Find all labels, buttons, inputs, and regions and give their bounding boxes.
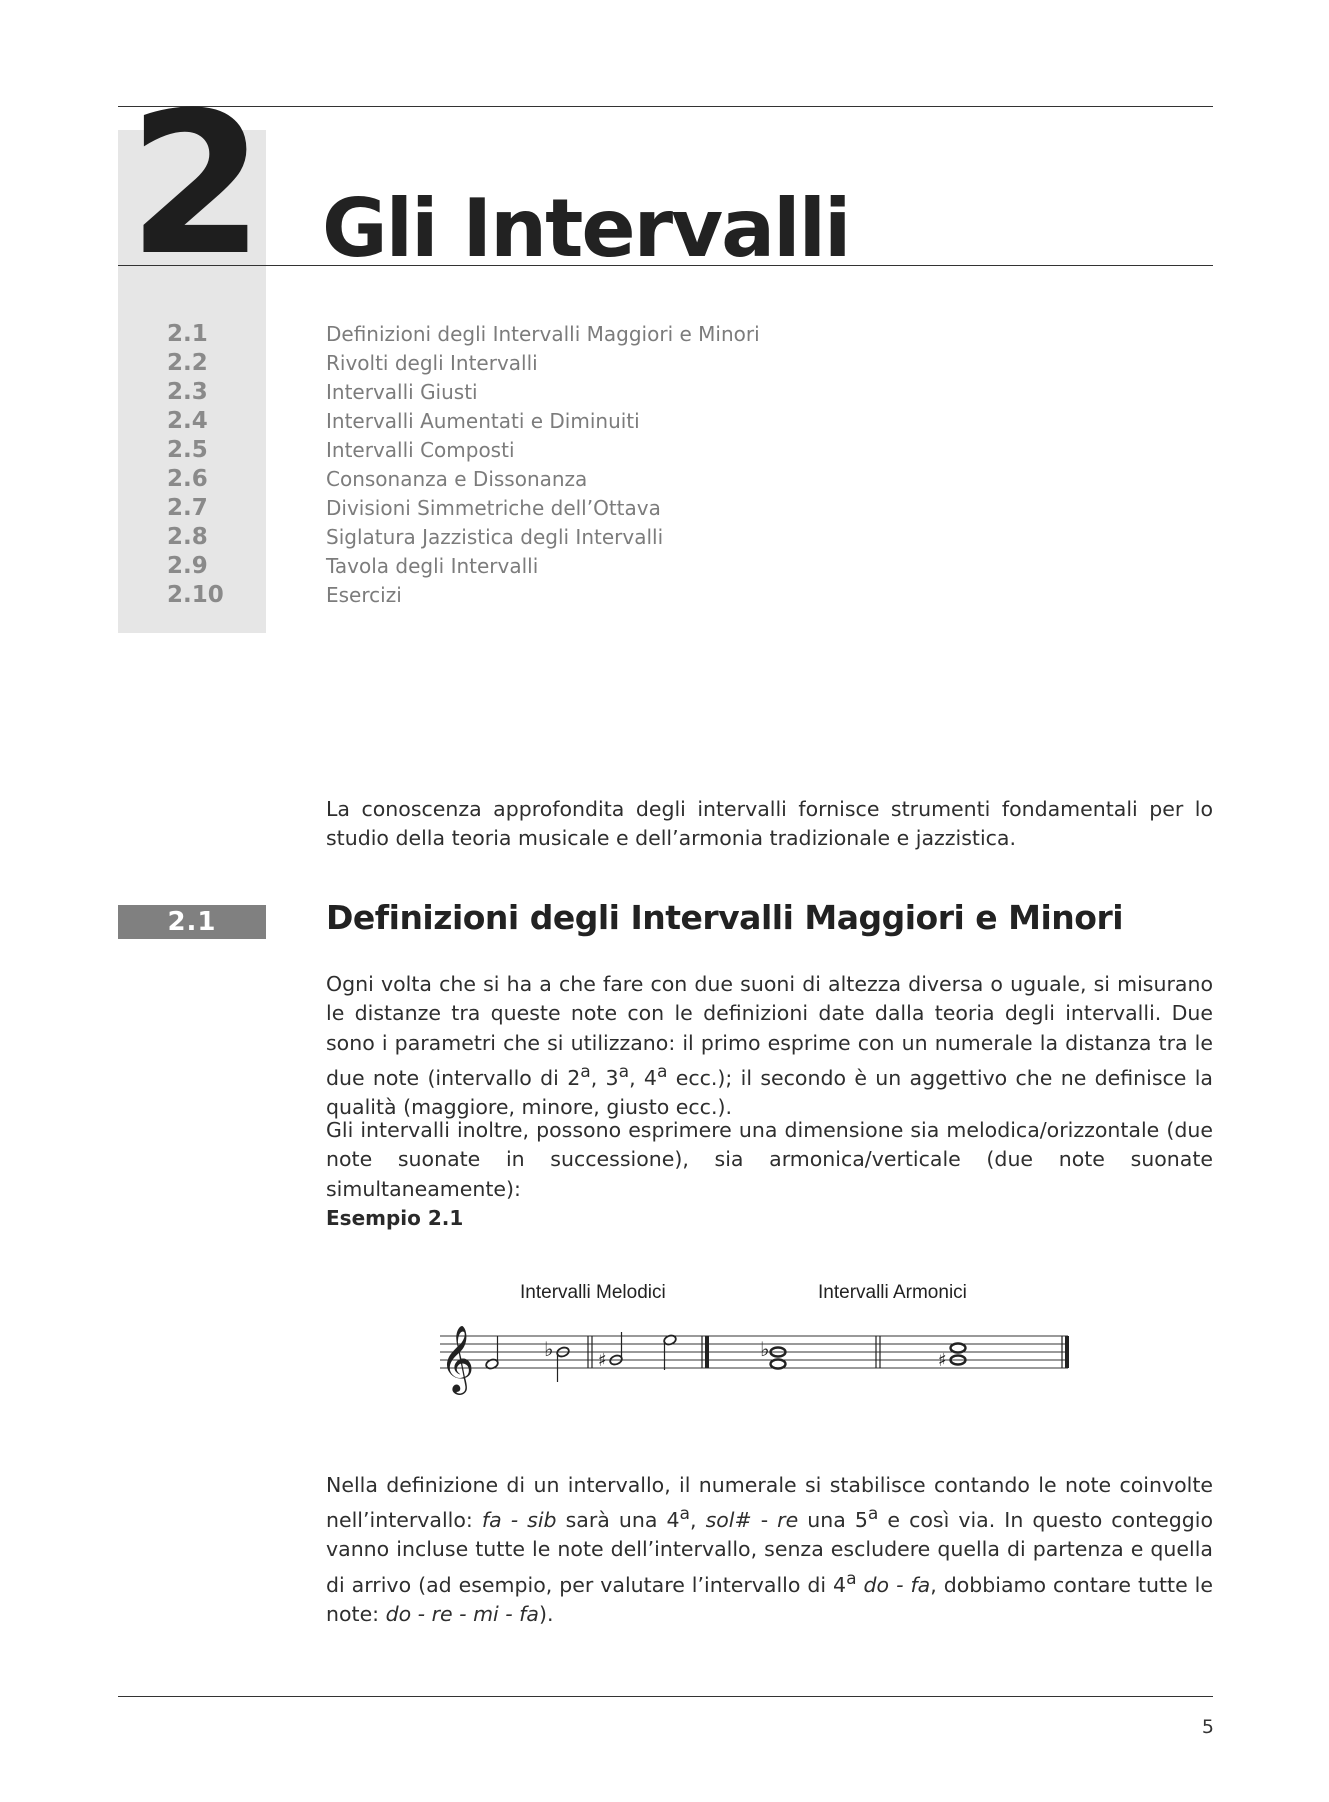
para-text: e così via. In questo conteggio vanno incluse tutte le note dell’intervallo, senza escludere quella di partenza e quella di arrivo (ad esempio, per valutare l’intervallo di 4 — [326, 1508, 1213, 1597]
chapter-number: 2 — [128, 100, 259, 270]
note-names: fa - sib — [481, 1508, 557, 1533]
numeral-paragraph — [326, 1471, 1213, 1629]
toc-number: 2.3 — [167, 379, 208, 405]
toc-link[interactable]: Rivolti degli Intervalli — [326, 351, 538, 375]
note-names: do - fa — [863, 1572, 931, 1597]
page-number: 5 — [1201, 1716, 1214, 1738]
sharp-icon: ♯ — [938, 1350, 947, 1371]
melodic-intervals-label: Intervalli Melodici — [520, 1282, 666, 1303]
example-label: Esempio 2.1 — [326, 1206, 464, 1230]
toc-number: 2.8 — [167, 524, 208, 550]
separator: , — [689, 1508, 706, 1533]
toc-link[interactable]: Siglatura Jazzistica degli Intervalli — [326, 525, 664, 549]
intro-paragraph: La conoscenza approfondita degli intervalli fornisce strumenti fondamentali per lo studio della teoria musicale e dell’armonia tradizionale e jazzistica. — [326, 797, 1213, 851]
toc-link[interactable]: Definizioni degli Intervalli Maggiori e Minori — [326, 322, 760, 346]
note-fa — [485, 1336, 499, 1370]
sharp-icon: ♯ — [598, 1350, 607, 1371]
superscript: a — [846, 1568, 857, 1589]
section-number-badge: 2.1 — [118, 905, 266, 939]
para-text: Ogni volta che si ha a che fare con due suoni di altezza diversa o uguale, si misurano le distanze tra queste note con le definizioni date dalla teoria degli intervalli. Due sono i parametri che si utilizzano: il primo esprime con un numerale la distanza tra le due note (intervallo di — [326, 972, 1213, 1090]
para-text: ecc.); il secondo è un aggettivo che ne definisce la qualità (maggiore, minore, giusto ecc.). — [326, 1065, 1213, 1120]
toc-number: 2.7 — [167, 495, 208, 521]
toc-number: 2.2 — [167, 350, 208, 376]
separator: - — [751, 1508, 778, 1533]
toc-number: 2.5 — [167, 437, 208, 463]
title-underline — [118, 265, 1213, 266]
note-names: do - re - mi - fa — [385, 1601, 539, 1626]
flat-icon: ♭ — [760, 1337, 770, 1361]
toc-number: 2.4 — [167, 408, 208, 434]
superscript: a — [580, 1061, 591, 1082]
superscript: a — [867, 1504, 879, 1525]
para-text: Nella definizione di un intervallo, il numerale si stabilisce contando le note coinvolte nell’intervallo: — [326, 1473, 1213, 1533]
toc-number: 2.6 — [167, 466, 208, 492]
numeral: 4 — [643, 1065, 657, 1090]
separator: , — [629, 1065, 644, 1090]
para-text: sarà una 4 — [556, 1508, 680, 1533]
toc-link[interactable]: Intervalli Giusti — [326, 380, 478, 404]
music-staff-example — [430, 1310, 1080, 1400]
toc-number: 2.10 — [167, 582, 224, 608]
toc-link[interactable]: Intervalli Composti — [326, 438, 515, 462]
para-text: , dobbiamo contare tutte le note: — [326, 1572, 1213, 1626]
superscript: a — [679, 1504, 690, 1525]
note-names: sol# — [705, 1508, 752, 1533]
note-sib — [556, 1346, 570, 1382]
chord-fa-sib — [771, 1348, 786, 1369]
separator: , — [590, 1065, 606, 1090]
para-text: una 5 — [798, 1508, 868, 1533]
chapter-title: Gli Intervalli — [322, 186, 850, 266]
dimension-paragraph: Gli intervalli inoltre, possono esprimere una dimensione sia melodica/orizzontale (due note suonate in successione), sia armonica/verticale (due note suonate simultaneamente): — [326, 1118, 1213, 1201]
toc-link[interactable]: Tavola degli Intervalli — [326, 554, 539, 578]
numeral: 3 — [605, 1065, 619, 1090]
numeral: 2 — [567, 1065, 581, 1090]
staff-lines — [440, 1336, 1068, 1368]
footer-rule — [118, 1696, 1213, 1697]
section-title: Definizioni degli Intervalli Maggiori e Minori — [326, 898, 1124, 937]
top-rule — [118, 106, 1213, 107]
para-text: ). — [538, 1601, 554, 1626]
separator — [857, 1573, 864, 1597]
toc-link[interactable]: Esercizi — [326, 583, 402, 607]
definition-paragraph — [326, 970, 1213, 1122]
treble-clef-icon: 𝄞 — [440, 1324, 475, 1392]
flat-icon: ♭ — [544, 1337, 554, 1361]
chord-sol-sharp-re — [951, 1344, 966, 1365]
superscript: a — [618, 1061, 630, 1082]
harmonic-intervals-label: Intervalli Armonici — [818, 1282, 967, 1303]
toc-number: 2.1 — [167, 321, 208, 347]
note-names: re — [777, 1508, 799, 1533]
note-sol-sharp — [609, 1332, 623, 1366]
toc-link[interactable]: Divisioni Simmetriche dell’Ottava — [326, 496, 661, 520]
toc-number: 2.9 — [167, 553, 208, 579]
superscript: a — [656, 1061, 668, 1082]
toc-link[interactable]: Consonanza e Dissonanza — [326, 467, 588, 491]
toc-link[interactable]: Intervalli Aumentati e Diminuiti — [326, 409, 640, 433]
